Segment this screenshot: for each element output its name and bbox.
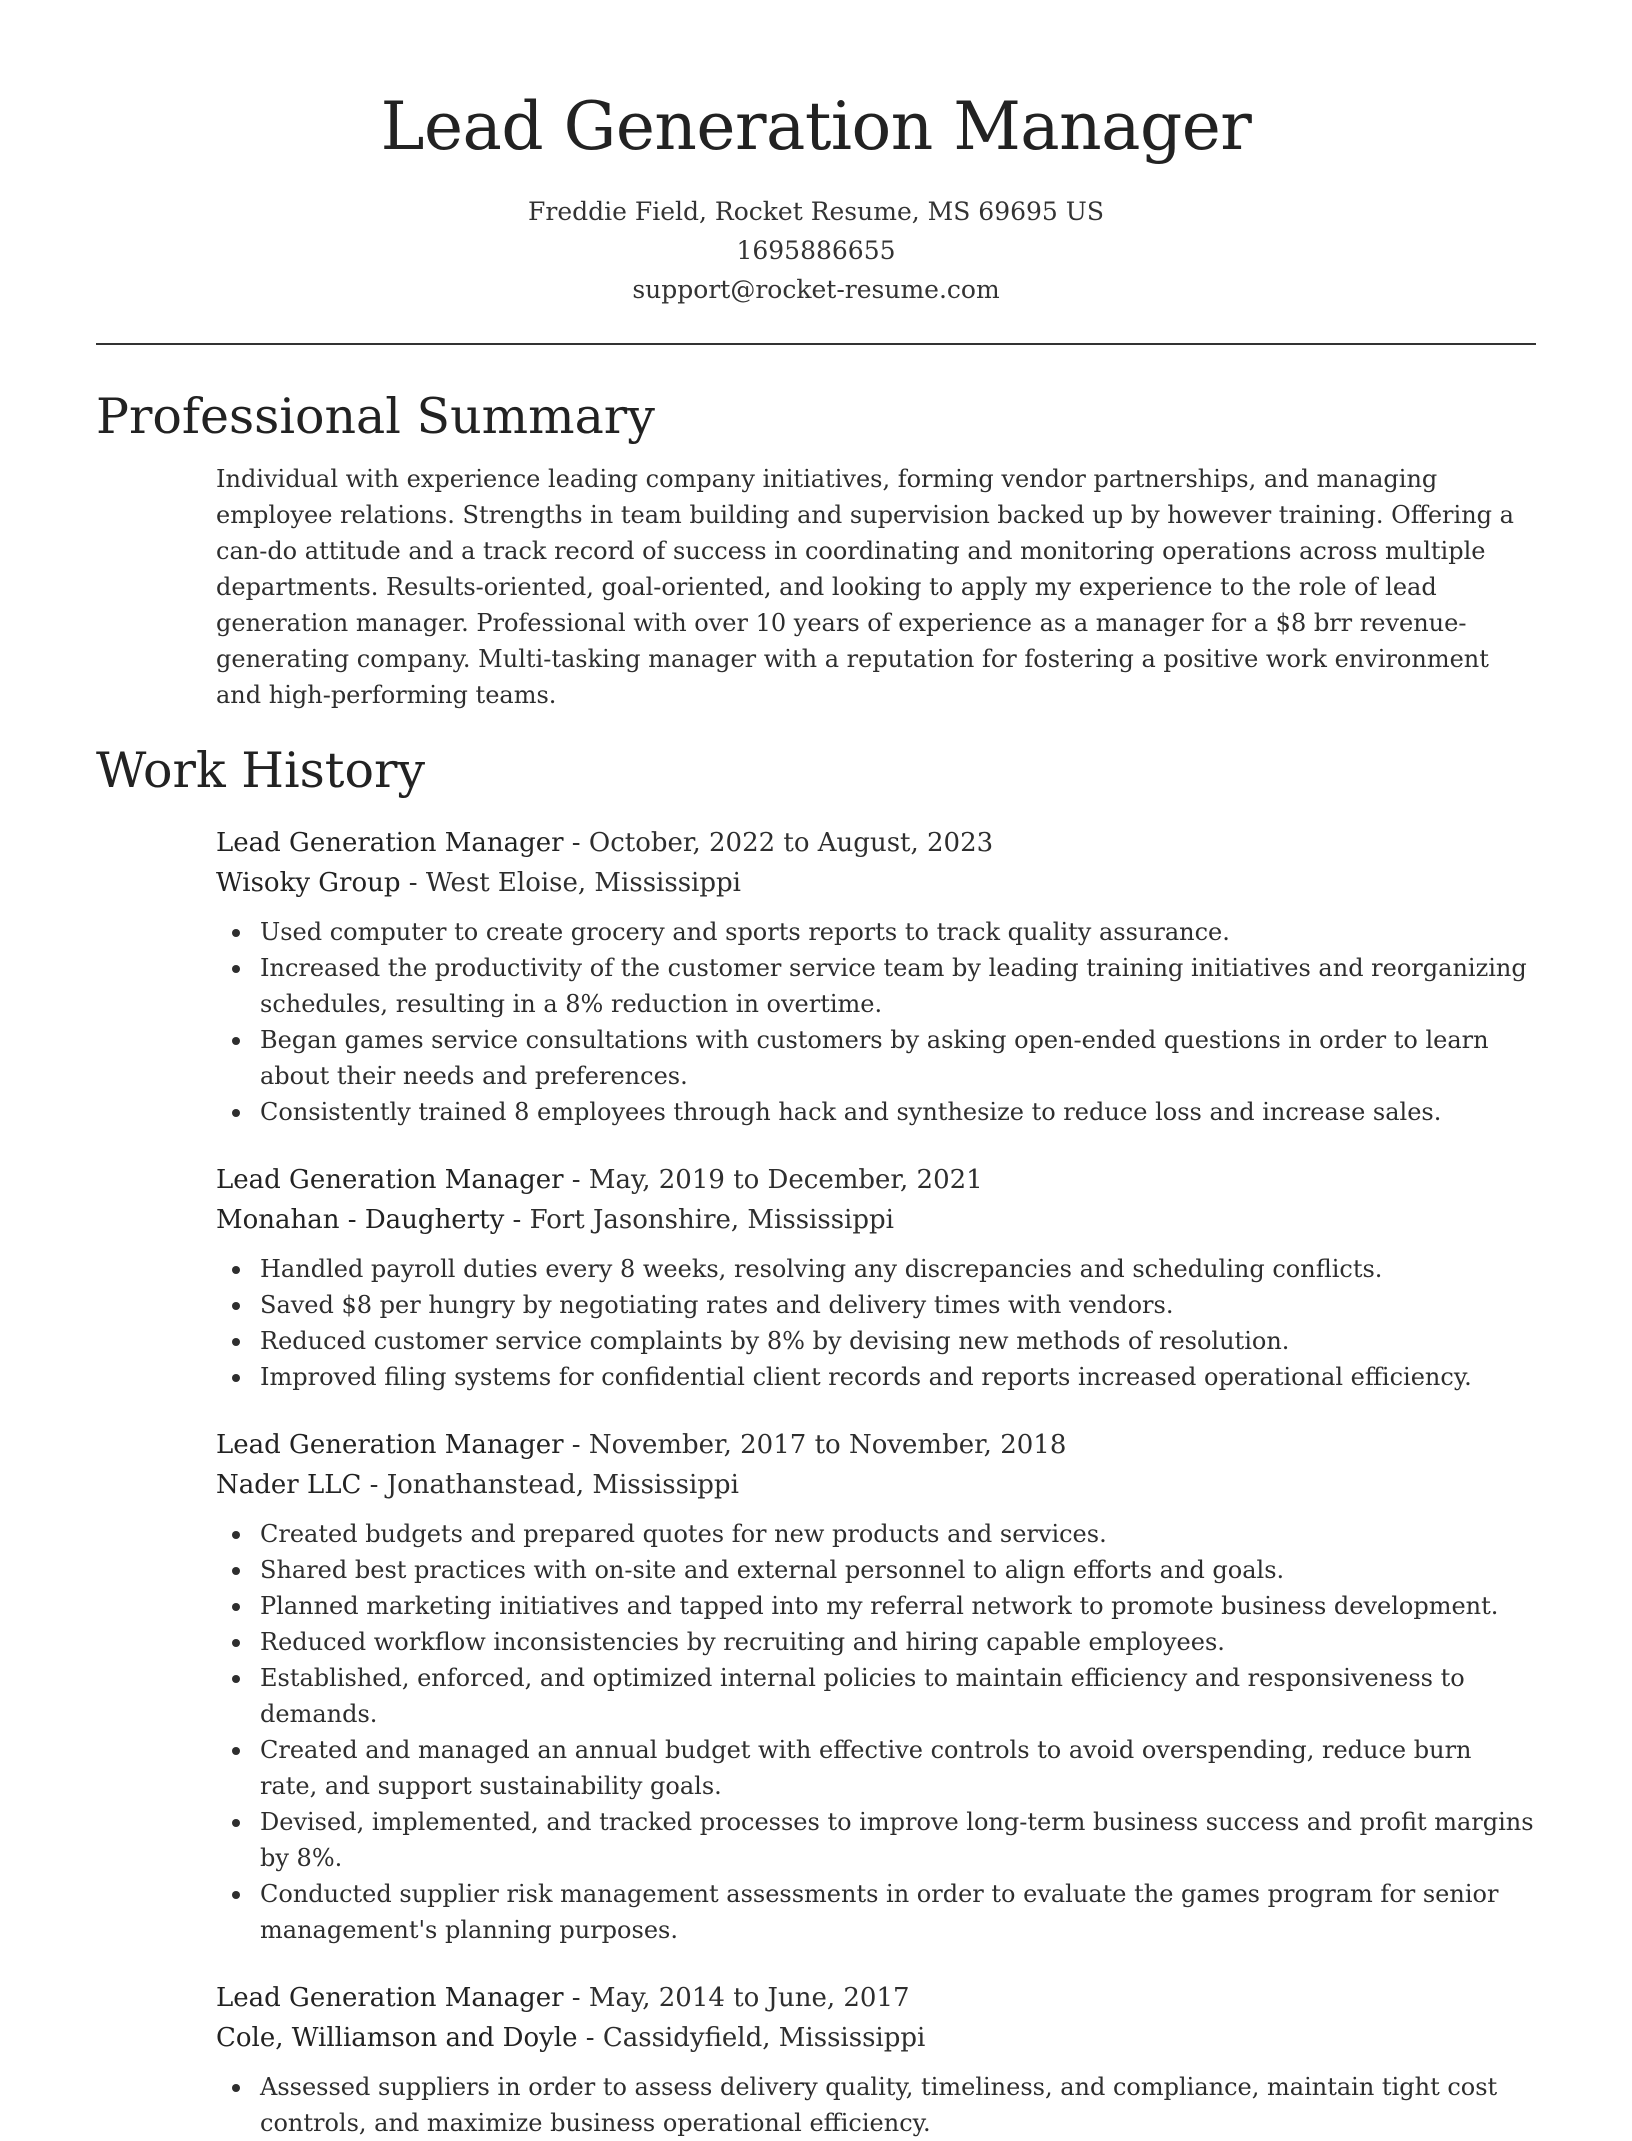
bullet-text: Began games service consultations with customers by asking open-ended questions in order to learn about their needs and preferences.: [260, 1026, 1489, 1090]
job-company-line: Cole, Williamson and Doyle - Cassidyfield, Mississippi: [216, 2023, 926, 2053]
bullet-dot-icon: [232, 929, 240, 937]
summary-text: Individual with experience leading company initiatives, forming vendor partnerships, and managing employee relations. Strengths in team building and supervision backed up by however training. Offering a can-do attitude and a track record of success in coordinating and monitoring operations across multiple departments. Results-oriented, goal-oriented, and looking to apply my experience to the role of lead generation manager. Professional with over 10 years of experience as a manager for a $8 brr revenue-generating company. Multi-tasking manager with a reputation for fostering a positive work environment and high-performing teams.: [216, 465, 1514, 709]
job-title: Lead Generation Manager: [216, 828, 564, 858]
contact-email: support@rocket-resume.com: [632, 275, 1000, 304]
job-entry: [216, 823, 1536, 1130]
bullet-text: Created and managed an annual budget with effective controls to avoid overspending, reduce burn rate, and support sustainability goals.: [260, 1736, 1472, 1800]
job-entry: [216, 1160, 1536, 1395]
job-location: West Eloise, Mississippi: [425, 868, 741, 898]
bullet-text: Established, enforced, and optimized internal policies to maintain efficiency and responsiveness to demands.: [260, 1664, 1465, 1728]
bullet-text: Reduced customer service complaints by 8% by devising new methods of resolution.: [260, 1327, 1290, 1355]
header-divider: [96, 343, 1536, 345]
bullet-dot-icon: [232, 1266, 240, 1274]
job-title: Lead Generation Manager: [216, 1165, 564, 1195]
bullet-dot-icon: [232, 1531, 240, 1539]
bullet-text: Improved filing systems for confidential client records and reports increased operational efficiency.: [260, 1363, 1472, 1391]
job-dates: May, 2019 to December, 2021: [588, 1165, 983, 1195]
job-title-line: Lead Generation Manager - November, 2017 to November, 2018: [216, 1430, 1067, 1460]
bullet-item: [216, 1094, 1536, 1130]
job-dates: May, 2014 to June, 2017: [588, 1983, 910, 2013]
contact-info: [96, 192, 1536, 309]
bullet-text: Saved $8 per hungry by negotiating rates and delivery times with vendors.: [260, 1291, 1174, 1319]
summary-heading: Professional Summary: [96, 388, 655, 445]
bullet-dot-icon: [232, 1675, 240, 1683]
bullet-item: [216, 1804, 1536, 1876]
bullet-text: Planned marketing initiatives and tapped into my referral network to promote business development.: [260, 1592, 1499, 1620]
bullet-item: [216, 1022, 1536, 1094]
bullet-item: [216, 914, 1536, 950]
bullet-item: [216, 1588, 1536, 1624]
bullet-item: [216, 950, 1536, 1022]
bullet-dot-icon: [232, 2084, 240, 2092]
contact-phone: 1695886655: [736, 236, 896, 265]
bullet-item: [216, 1516, 1536, 1552]
bullet-item: [216, 1287, 1536, 1323]
job-title-line: Lead Generation Manager - October, 2022 to August, 2023: [216, 828, 994, 858]
job-bullets: [216, 914, 1536, 1130]
bullet-item: [216, 1660, 1536, 1732]
job-entry: [216, 1978, 1536, 2141]
bullet-text: Assessed suppliers in order to assess delivery quality, timeliness, and compliance, maintain tight cost controls, and maximize business operational efficiency.: [260, 2073, 1498, 2137]
bullet-text: Increased the productivity of the customer service team by leading training initiatives and reorganizing schedules, resulting in a 8% reduction in overtime.: [260, 954, 1527, 1018]
job-company-line: Monahan - Daugherty - Fort Jasonshire, Mississippi: [216, 1205, 894, 1235]
job-company: Wisoky Group: [216, 868, 401, 898]
job-title-line: Lead Generation Manager - May, 2014 to June, 2017: [216, 1983, 910, 2013]
bullet-dot-icon: [232, 1603, 240, 1611]
job-dates: October, 2022 to August, 2023: [588, 828, 994, 858]
bullet-text: Shared best practices with on-site and external personnel to align efforts and goals.: [260, 1556, 1285, 1584]
resume-page: [96, 0, 1536, 2141]
job-location: Jonathanstead, Mississippi: [386, 1470, 739, 1500]
bullet-dot-icon: [232, 1109, 240, 1117]
bullet-dot-icon: [232, 1374, 240, 1382]
bullet-item: [216, 1323, 1536, 1359]
bullet-item: [216, 1359, 1536, 1395]
bullet-item: [216, 1251, 1536, 1287]
job-company: Nader LLC: [216, 1470, 362, 1500]
bullet-text: Consistently trained 8 employees through hack and synthesize to reduce loss and increase sales.: [260, 1098, 1442, 1126]
job-title: Lead Generation Manager: [216, 1430, 564, 1460]
job-bullets: [216, 2069, 1536, 2141]
bullet-item: [216, 1552, 1536, 1588]
bullet-item: [216, 1732, 1536, 1804]
bullet-dot-icon: [232, 1338, 240, 1346]
work-history-heading: Work History: [96, 742, 426, 799]
bullet-dot-icon: [232, 1891, 240, 1899]
bullet-dot-icon: [232, 1302, 240, 1310]
bullet-dot-icon: [232, 965, 240, 973]
bullet-text: Handled payroll duties every 8 weeks, resolving any discrepancies and scheduling conflicts.: [260, 1255, 1383, 1283]
job-dates: November, 2017 to November, 2018: [588, 1430, 1067, 1460]
job-location: Cassidyfield, Mississippi: [602, 2023, 926, 2053]
job-bullets: [216, 1516, 1536, 1948]
job-bullets: [216, 1251, 1536, 1395]
bullet-item: [216, 2069, 1536, 2141]
job-company: Cole, Williamson and Doyle: [216, 2023, 578, 2053]
bullet-dot-icon: [232, 1747, 240, 1755]
bullet-text: Created budgets and prepared quotes for new products and services.: [260, 1520, 1107, 1548]
bullet-item: [216, 1876, 1536, 1948]
bullet-text: Devised, implemented, and tracked processes to improve long-term business success and profit margins by 8%.: [260, 1808, 1534, 1872]
job-company: Monahan - Daugherty: [216, 1205, 505, 1235]
bullet-text: Conducted supplier risk management assessments in order to evaluate the games program for senior management's planning purposes.: [260, 1880, 1499, 1944]
job-company-line: Wisoky Group - West Eloise, Mississippi: [216, 868, 741, 898]
bullet-dot-icon: [232, 1567, 240, 1575]
job-company-line: Nader LLC - Jonathanstead, Mississippi: [216, 1470, 739, 1500]
job-title: Lead Generation Manager: [216, 1983, 564, 2013]
job-location: Fort Jasonshire, Mississippi: [529, 1205, 894, 1235]
job-title-line: Lead Generation Manager - May, 2019 to December, 2021: [216, 1165, 983, 1195]
job-entry: [216, 1425, 1536, 1948]
bullet-text: Used computer to create grocery and sports reports to track quality assurance.: [260, 918, 1230, 946]
resume-title: Lead Generation Manager: [380, 88, 1252, 165]
contact-address: Freddie Field, Rocket Resume, MS 69695 US: [528, 197, 1104, 226]
work-history-list: [216, 823, 1536, 2141]
bullet-dot-icon: [232, 1639, 240, 1647]
bullet-dot-icon: [232, 1037, 240, 1045]
bullet-dot-icon: [232, 1819, 240, 1827]
bullet-item: [216, 1624, 1536, 1660]
bullet-text: Reduced workflow inconsistencies by recruiting and hiring capable employees.: [260, 1628, 1225, 1656]
